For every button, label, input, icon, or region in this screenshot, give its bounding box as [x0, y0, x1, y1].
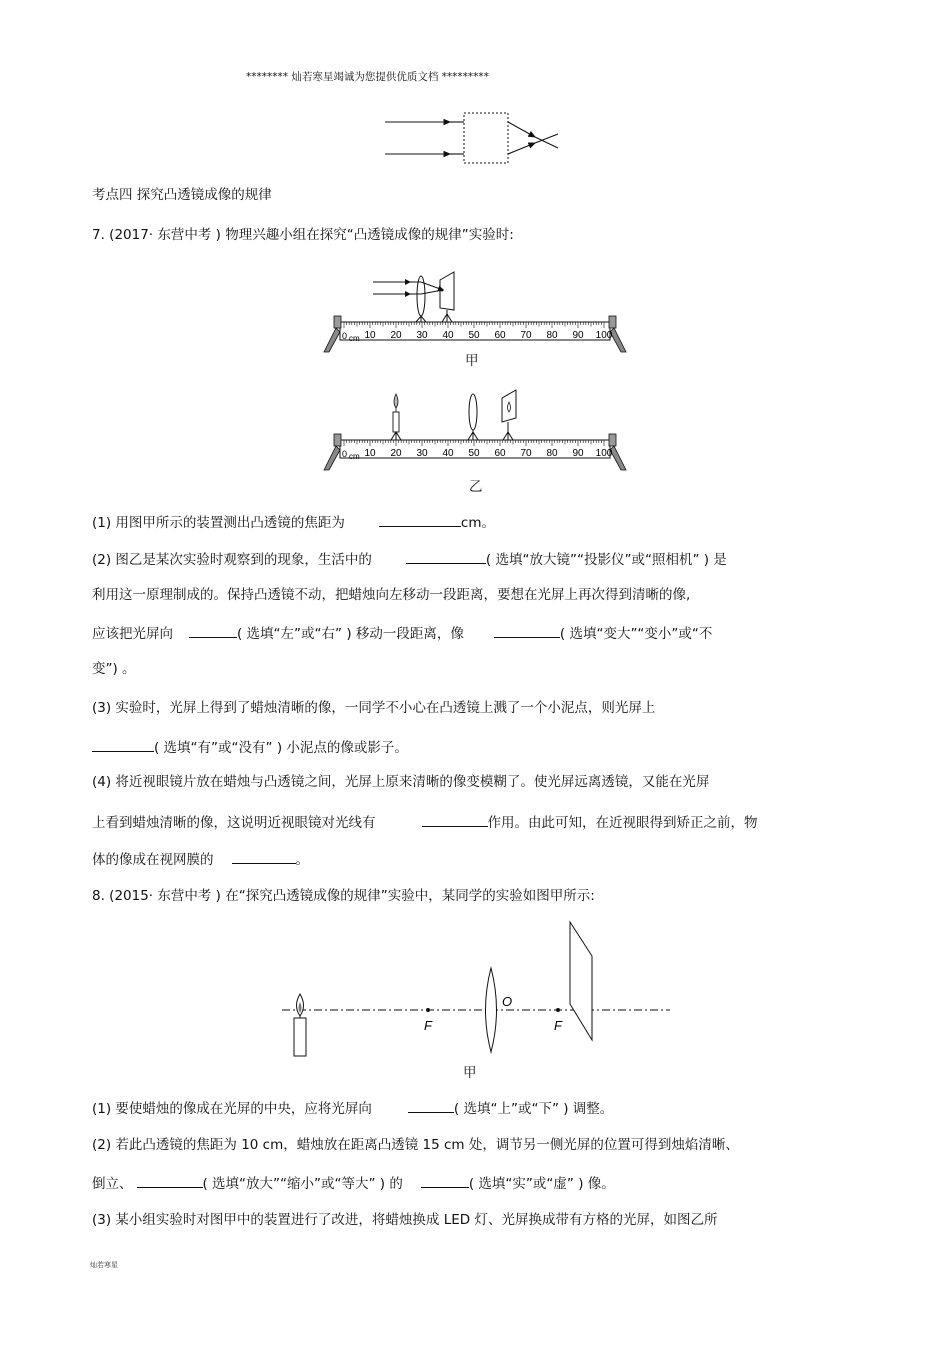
answer-blank[interactable]: [379, 512, 461, 527]
answer-blank[interactable]: [422, 812, 488, 827]
ruler-tick-label: 80: [546, 448, 558, 459]
q7-p2-choice: ( 选填“变大”“变小”或“不: [559, 626, 713, 642]
q7-p4-end: 。: [295, 852, 309, 868]
q7-p2-line3: [92, 623, 712, 643]
ruler-tick-label: 30: [416, 330, 428, 341]
q8-stem: 8. (2015· 东营中考 ) 在“探究凸透镜成像的规律”实验中，某同学的实验如图甲所示:: [92, 888, 595, 904]
focal-point-label: F: [554, 1018, 562, 1033]
ruler-tick-label: 100: [595, 330, 613, 341]
q8-fig-caption: 甲: [463, 1065, 477, 1081]
answer-blank[interactable]: [92, 737, 154, 752]
q8-p1-choice: ( 选填“上”或“下” ) 调整。: [453, 1101, 614, 1117]
q7-p1: [92, 512, 495, 532]
q7-p3-choice: ( 选填“有”或“没有” ) 小泥点的像或影子。: [154, 740, 408, 756]
ruler-zero: 0: [342, 449, 348, 459]
q7-p2-text: (2) 图乙是某次实验时观察到的现象，生活中的: [92, 552, 372, 568]
ruler-tick-label: 20: [390, 448, 402, 459]
q8-p2-line1: (2) 若此凸透镜的焦距为 10 cm，蜡烛放在距离凸透镜 15 cm 处，调节另一侧光屏的位置可得到烛焰清晰、: [92, 1137, 739, 1153]
optical-center-label: O: [502, 994, 513, 1009]
q8-p1: [92, 1098, 613, 1118]
answer-blank[interactable]: [421, 1173, 469, 1188]
ruler-zero: 0: [342, 331, 348, 341]
q8-p2-choice: ( 选填“实”或“虚” ) 像。: [468, 1176, 615, 1192]
ruler-tick-label: 80: [546, 330, 558, 341]
q7-p2-choice: ( 选填“左”或“右” ) 移动一段距离，像: [237, 626, 464, 642]
ruler-tick-label: 60: [494, 330, 506, 341]
q7-p3-line1: (3) 实验时，光屏上得到了蜡烛清晰的像，一同学不小心在凸透镜上溅了一个小泥点，则光屏上: [92, 700, 656, 716]
q7-p2-line2: 利用这一原理制成的。保持凸透镜不动，把蜡烛向左移动一段距离，要想在光屏上再次得到清晰的像,: [92, 587, 691, 603]
ruler-tick-label: 60: [494, 448, 506, 459]
q7-p2-line1: [92, 549, 727, 569]
ruler-tick-label: 70: [520, 448, 532, 459]
ruler-tick-label: 30: [416, 448, 428, 459]
q7-p4-text: 体的像成在视网膜的: [92, 852, 214, 868]
q8-p2-text: 倒立、: [92, 1176, 133, 1192]
focal-point-label: F: [424, 1018, 432, 1033]
page-header: ******** 灿若寒星竭诚为您提供优质文档 *********: [246, 71, 489, 83]
answer-blank[interactable]: [137, 1173, 203, 1188]
ruler-tick-label: 50: [468, 448, 480, 459]
q8-p2-line2: [92, 1173, 615, 1193]
ruler-unit: cm: [349, 452, 360, 461]
page-footer: 灿若寒星: [90, 1261, 118, 1269]
ruler-tick-label: 40: [442, 330, 454, 341]
ruler-tick-label: 40: [442, 448, 454, 459]
q7-p2-choice: ( 选填“放大镜”“投影仪”或“照相机” ) 是: [485, 552, 727, 568]
answer-blank[interactable]: [189, 623, 237, 638]
ruler-tick-label: 10: [364, 448, 376, 459]
q8-p3-line1: (3) 某小组实验时对图甲中的装置进行了改进，将蜡烛换成 LED 灯、光屏换成带有方格的光屏，如图乙所: [92, 1212, 718, 1228]
ruler-tick-label: 90: [572, 448, 584, 459]
ruler-tick-label: 10: [364, 330, 376, 341]
ruler-tick-label: 20: [390, 330, 402, 341]
q7-p4-text: 上看到蜡烛清晰的像，这说明近视眼镜对光线有: [92, 815, 376, 831]
q8-p2-choice: ( 选填“放大”“缩小”或“等大” ) 的: [202, 1176, 403, 1192]
q7-p1-text: (1) 用图甲所示的装置测出凸透镜的焦距为: [92, 515, 345, 531]
answer-blank[interactable]: [408, 1098, 454, 1113]
black-box-lens-diagram: [380, 108, 570, 168]
ruler-unit: cm: [349, 334, 360, 343]
answer-blank[interactable]: [232, 849, 296, 864]
q7-p4-text: 作用。由此可知，在近视眼得到矫正之前，物: [487, 815, 758, 831]
q7-p2-line4: 变”) 。: [92, 661, 136, 677]
q7-figure-yi: [318, 388, 634, 480]
q7-figure-jia: [318, 270, 634, 360]
fig-jia-caption: 甲: [465, 353, 479, 369]
q7-stem: 7. (2017· 东营中考 ) 物理兴趣小组在探究“凸透镜成像的规律”实验时:: [92, 227, 514, 243]
answer-blank[interactable]: [494, 623, 560, 638]
fig-yi-caption: 乙: [469, 479, 483, 495]
ruler-tick-label: 50: [468, 330, 480, 341]
q8-p1-text: (1) 要使蜡烛的像成在光屏的中央，应将光屏向: [92, 1101, 372, 1117]
ruler-tick-label: 90: [572, 330, 584, 341]
q7-p1-unit: cm。: [460, 515, 495, 531]
q7-p3-line2: [92, 737, 408, 757]
q7-p2-text: 应该把光屏向: [92, 626, 173, 642]
ruler-tick-label: 70: [520, 330, 532, 341]
q7-p4-line1: (4) 将近视眼镜片放在蜡烛与凸透镜之间，光屏上原来清晰的像变模糊了。使光屏远离透镜，又能在光屏: [92, 774, 710, 790]
section-title: 考点四 探究凸透镜成像的规律: [92, 187, 272, 203]
ruler-tick-label: 100: [595, 448, 613, 459]
q7-p4-line3: [92, 849, 309, 869]
q7-p4-line2: [92, 812, 758, 832]
q8-figure-jia: [278, 918, 678, 1058]
answer-blank[interactable]: [406, 549, 486, 564]
